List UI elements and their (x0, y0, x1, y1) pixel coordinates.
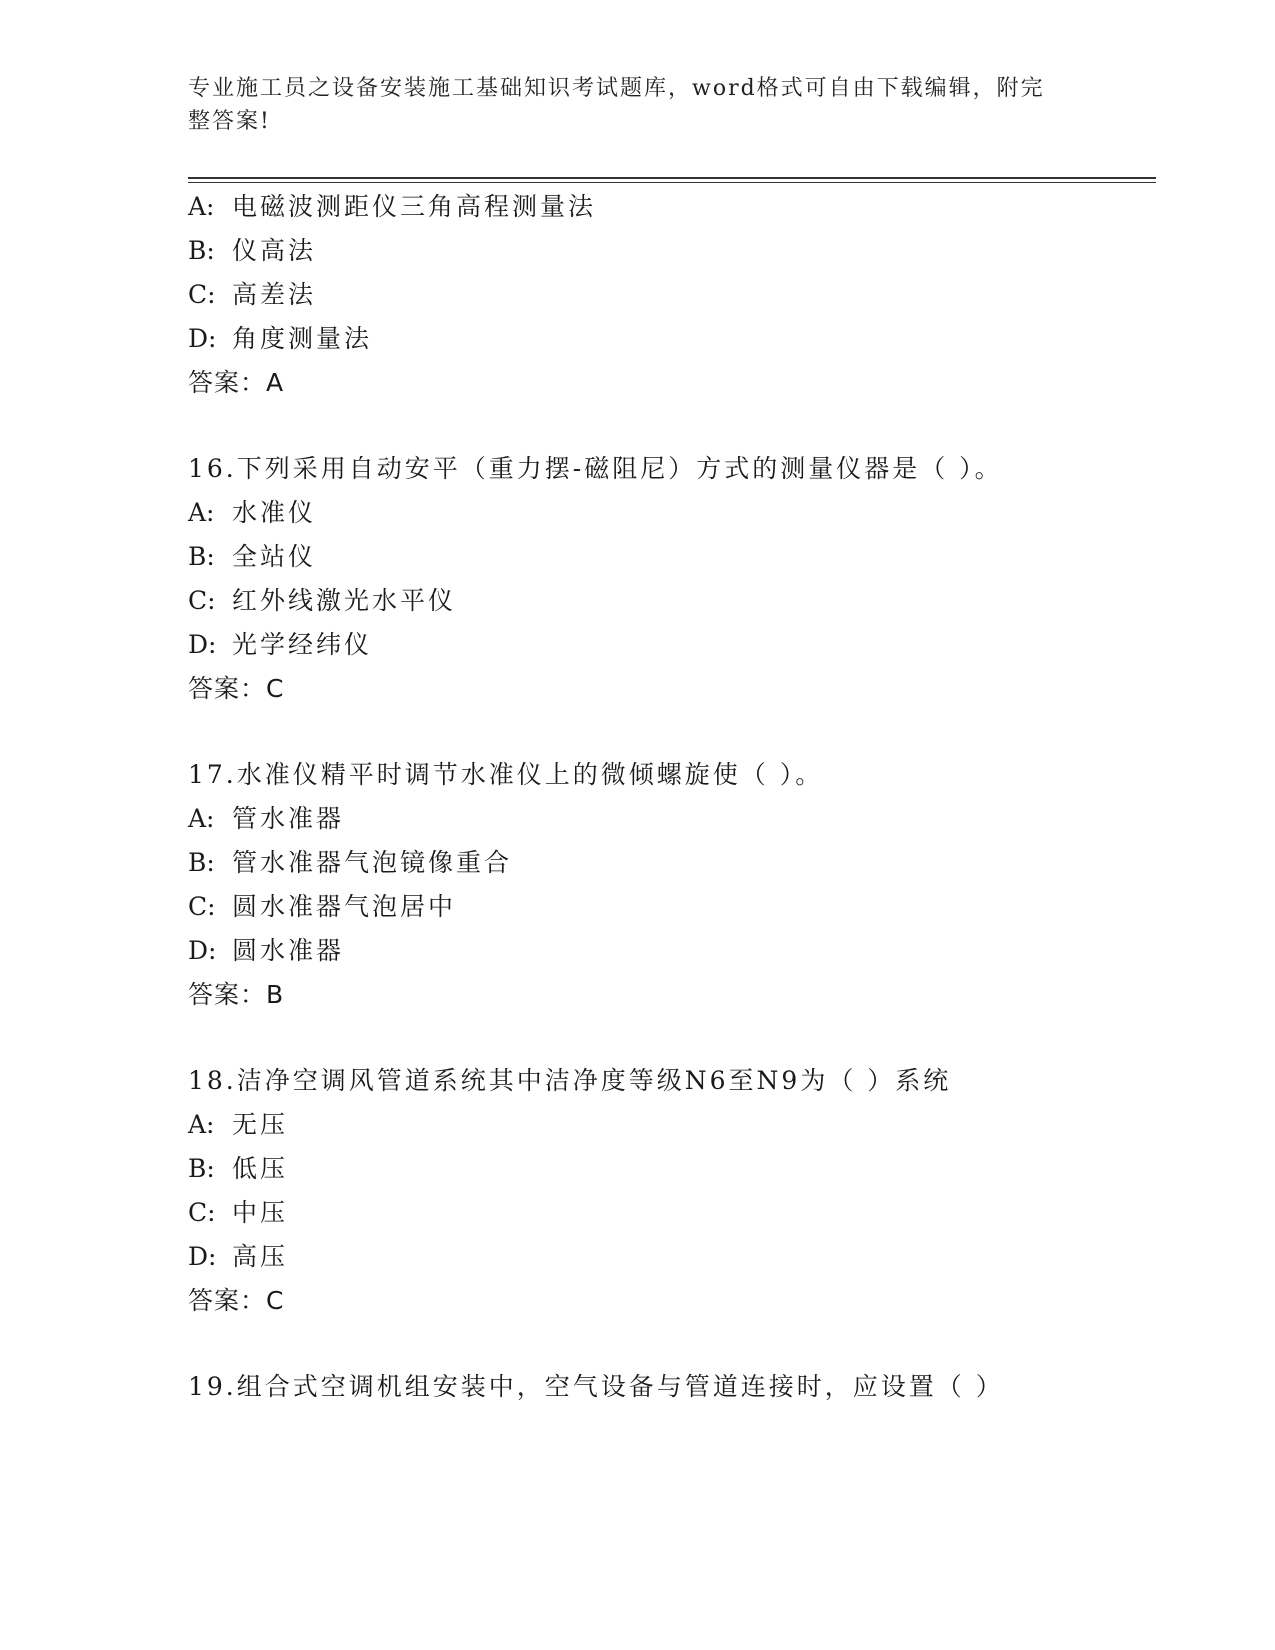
option-a: A: 电磁波测距仪三角高程测量法 (188, 192, 597, 221)
option-b: B: 低压 (188, 1154, 289, 1183)
answer-line: 答案：A (188, 368, 285, 397)
option-d: D: 高压 (188, 1242, 289, 1271)
question-19: 19.组合式空调机组安装中，空气设备与管道连接时，应设置（ ） (188, 1372, 1004, 1401)
option-d: D: 圆水准器 (188, 936, 345, 965)
option-c: C: 圆水准器气泡居中 (188, 892, 457, 921)
option-a: A: 无压 (188, 1110, 289, 1139)
question-18: 18.洁净空调风管道系统其中洁净度等级N6至N9为（ ）系统 (188, 1066, 952, 1095)
option-c: C: 红外线激光水平仪 (188, 586, 457, 615)
option-c: C: 中压 (188, 1198, 289, 1227)
option-c: C: 高差法 (188, 280, 317, 309)
answer-line: 答案：C (188, 1286, 285, 1315)
option-b: B: 管水准器气泡镜像重合 (188, 848, 513, 877)
option-d: D: 角度测量法 (188, 324, 373, 353)
document-header: 专业施工员之设备安装施工基础知识考试题库，word格式可自由下载编辑，附完整答案! (188, 76, 1045, 134)
header-divider-thick (188, 177, 1156, 179)
answer-line: 答案：C (188, 674, 285, 703)
option-a: A: 水准仪 (188, 498, 317, 527)
question-17: 17.水准仪精平时调节水准仪上的微倾螺旋使（ ）。 (188, 760, 824, 789)
option-a: A: 管水准器 (188, 804, 345, 833)
option-b: B: 全站仪 (188, 542, 317, 571)
question-16: 16.下列采用自动安平（重力摆-磁阻尼）方式的测量仪器是（ ）。 (188, 454, 1003, 483)
answer-line: 答案：B (188, 980, 285, 1009)
option-b: B: 仪高法 (188, 236, 317, 265)
header-divider-thin (188, 182, 1156, 183)
option-d: D: 光学经纬仪 (188, 630, 373, 659)
